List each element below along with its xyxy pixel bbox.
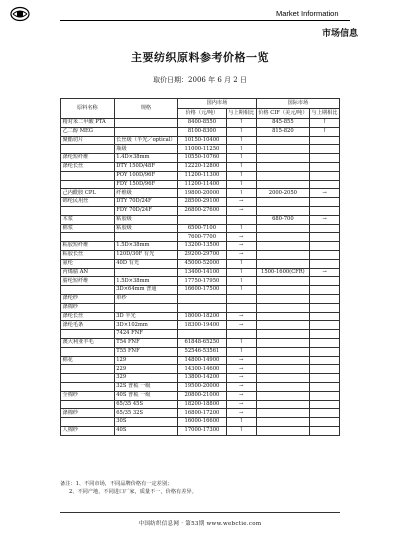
cell-spec: 120D/30F 有光 bbox=[114, 250, 177, 259]
cell-material-name: 涤棉纱 bbox=[61, 409, 115, 418]
price-date: 取价日期：2006 年 6 月 2 日 bbox=[153, 76, 247, 84]
cell-spec: 1.5D×38mm bbox=[114, 277, 177, 286]
cell-cif-price bbox=[256, 330, 309, 339]
cell-domestic-change: ↑ bbox=[226, 180, 256, 189]
cell-cif-price bbox=[256, 145, 309, 154]
cell-spec: 瓶级 bbox=[114, 145, 177, 154]
table-row bbox=[61, 171, 340, 180]
cell-domestic-change: ↑ bbox=[226, 259, 256, 268]
cell-spec: 粘胶级 bbox=[114, 224, 177, 233]
cell-material-name: 腈纶短纤维 bbox=[61, 277, 115, 286]
cell-domestic-change: ↑ bbox=[226, 145, 256, 154]
cell-domestic-price: 13200-13500 bbox=[178, 242, 227, 251]
cell-cif-price bbox=[256, 250, 309, 259]
cell-cif-price bbox=[256, 303, 309, 312]
cell-domestic-change: ↑ bbox=[226, 277, 256, 286]
cell-cif-change bbox=[310, 426, 340, 435]
table-row bbox=[61, 259, 340, 268]
cell-domestic-change: → bbox=[226, 250, 256, 259]
cell-cif-price bbox=[256, 259, 309, 268]
cell-cif-price bbox=[256, 233, 309, 242]
cell-domestic-price: 14300-14600 bbox=[178, 365, 227, 374]
cell-material-name: 棉花 bbox=[61, 356, 115, 365]
cell-domestic-price: 8400-8550 bbox=[178, 119, 227, 128]
cell-material-name: 涤纶长丝 bbox=[61, 312, 115, 321]
section-header-english: Market Information bbox=[276, 9, 339, 18]
table-row bbox=[61, 330, 340, 339]
cell-material-name: 涤纶短纤维 bbox=[61, 154, 115, 163]
cell-spec: 40D 有光 bbox=[114, 259, 177, 268]
cell-material-name bbox=[61, 330, 115, 339]
cell-domestic-change: → bbox=[226, 312, 256, 321]
cell-cif-change bbox=[310, 347, 340, 356]
cell-material-name bbox=[61, 233, 115, 242]
table-row bbox=[61, 303, 340, 312]
cell-cif-change bbox=[310, 198, 340, 207]
cell-cif-price bbox=[256, 409, 309, 418]
cell-domestic-price: 19800-20000 bbox=[178, 189, 227, 198]
table-row bbox=[61, 365, 340, 374]
col-header-change: 与上期相比 bbox=[226, 109, 256, 119]
cell-material-name: 涤棉纱 bbox=[61, 303, 115, 312]
cell-domestic-price bbox=[178, 330, 227, 339]
cell-domestic-price: 6500-7100 bbox=[178, 224, 227, 233]
cell-domestic-change: → bbox=[226, 382, 256, 391]
col-header-price: 价格（元/吨） bbox=[178, 109, 227, 119]
cell-domestic-price: 8100-8300 bbox=[178, 127, 227, 136]
table-row bbox=[61, 382, 340, 391]
cell-cif-change bbox=[310, 171, 340, 180]
cell-material-name: 粘胶短纤维 bbox=[61, 242, 115, 251]
cell-cif-change bbox=[310, 162, 340, 171]
cell-spec: 65/35 32S bbox=[114, 409, 177, 418]
cell-domestic-change bbox=[226, 215, 256, 224]
cell-cif-price bbox=[256, 206, 309, 215]
cell-spec: 1.5D×38mm bbox=[114, 242, 177, 251]
cell-spec: T55 FNF bbox=[114, 347, 177, 356]
cell-material-name: 涤纶毛条 bbox=[61, 321, 115, 330]
cell-domestic-change: → bbox=[226, 321, 256, 330]
table-row bbox=[61, 145, 340, 154]
cell-domestic-change: → bbox=[226, 391, 256, 400]
cell-spec bbox=[114, 233, 177, 242]
table-row bbox=[61, 119, 340, 128]
cell-domestic-price: 10150-10400 bbox=[178, 136, 227, 145]
cell-cif-change bbox=[310, 180, 340, 189]
table-row bbox=[61, 180, 340, 189]
table-row bbox=[61, 356, 340, 365]
table-row bbox=[61, 224, 340, 233]
table-row bbox=[61, 189, 340, 198]
cell-domestic-change: → bbox=[226, 233, 256, 242]
cell-cif-price bbox=[256, 198, 309, 207]
cell-domestic-price: 52546-53561 bbox=[178, 347, 227, 356]
cell-material-name bbox=[61, 171, 115, 180]
cell-domestic-change: ↑ bbox=[226, 162, 256, 171]
cell-material-name: 粘胶长丝 bbox=[61, 250, 115, 259]
cell-domestic-change: → bbox=[226, 400, 256, 409]
cell-domestic-change bbox=[226, 303, 256, 312]
cell-cif-change: → bbox=[310, 268, 340, 277]
table-row bbox=[61, 277, 340, 286]
cell-spec: FDY 70D/24F bbox=[114, 206, 177, 215]
table-row bbox=[61, 127, 340, 136]
cell-domestic-change: → bbox=[226, 409, 256, 418]
cell-cif-change bbox=[310, 294, 340, 303]
notes bbox=[60, 480, 197, 496]
cell-material-name: 木浆 bbox=[61, 215, 115, 224]
cell-cif-change bbox=[310, 136, 340, 145]
cell-material-name: 精对苯二甲酸 PTA bbox=[61, 119, 115, 128]
cell-domestic-price: 11000-11250 bbox=[178, 145, 227, 154]
cell-domestic-price: 18000-18200 bbox=[178, 312, 227, 321]
cell-cif-price bbox=[256, 286, 309, 295]
table-row bbox=[61, 206, 340, 215]
table-row bbox=[61, 136, 340, 145]
cell-spec: 3D×64mm 普通 bbox=[114, 286, 177, 295]
cell-cif-price bbox=[256, 418, 309, 427]
cell-domestic-price: 12220-12800 bbox=[178, 162, 227, 171]
cell-domestic-change: ↑ bbox=[226, 286, 256, 295]
table-row bbox=[61, 374, 340, 383]
cell-domestic-price: 28500-29100 bbox=[178, 198, 227, 207]
cell-domestic-price: 19500-20000 bbox=[178, 382, 227, 391]
cell-domestic-change: ↑ bbox=[226, 268, 256, 277]
cell-cif-price bbox=[256, 347, 309, 356]
cell-cif-price bbox=[256, 338, 309, 347]
cell-spec: FDY 150D/96F bbox=[114, 180, 177, 189]
cell-domestic-change: ↑ bbox=[226, 189, 256, 198]
cell-domestic-price: 10550-10760 bbox=[178, 154, 227, 163]
note-line: 2、不同产地，不同进口厂家，质量不一，价格有差异。 bbox=[69, 489, 197, 496]
table-row bbox=[61, 400, 340, 409]
cell-cif-price: 2000-2050 bbox=[256, 189, 309, 198]
cell-spec: 长丝级（半光／optical） bbox=[116, 136, 176, 143]
cell-cif-change bbox=[310, 338, 340, 347]
cell-domestic-price bbox=[178, 215, 227, 224]
cell-spec: 32S 普梳 一级 bbox=[114, 382, 177, 391]
table-row bbox=[61, 426, 340, 435]
cell-spec: 129 bbox=[114, 356, 177, 365]
table-row bbox=[61, 250, 340, 259]
cell-domestic-price: 13400-14100 bbox=[178, 268, 227, 277]
cell-spec bbox=[114, 303, 177, 312]
cell-material-name bbox=[61, 180, 115, 189]
price-table bbox=[60, 98, 340, 436]
cell-spec: 3D 半光 bbox=[114, 312, 177, 321]
cell-domestic-price: 26800-27600 bbox=[178, 206, 227, 215]
col-header-international: 国际市场 bbox=[256, 99, 339, 109]
cell-material-name: 澳大利亚羊毛 bbox=[61, 338, 115, 347]
cell-cif-change bbox=[310, 242, 340, 251]
footer-divider bbox=[60, 512, 340, 513]
cell-domestic-price: 17750-17950 bbox=[178, 277, 227, 286]
cell-material-name bbox=[61, 374, 115, 383]
col-header-domestic: 国内市场 bbox=[178, 99, 257, 109]
page-footer: 中国纺织信息网 · 第53期 www.webctie.com bbox=[138, 521, 262, 527]
col-header-name: 原料名称 bbox=[61, 99, 115, 119]
cell-cif-price bbox=[256, 365, 309, 374]
cell-domestic-price: 11200-11400 bbox=[178, 180, 227, 189]
cell-material-name bbox=[61, 206, 115, 215]
cell-material-name bbox=[61, 365, 115, 374]
cell-domestic-change: → bbox=[226, 242, 256, 251]
cell-cif-change bbox=[310, 382, 340, 391]
cell-cif-change bbox=[310, 400, 340, 409]
cell-spec: 1.4D×38mm bbox=[114, 154, 177, 163]
cell-spec: 粘胶级 bbox=[114, 215, 177, 224]
cell-cif-change bbox=[310, 233, 340, 242]
table-row bbox=[61, 391, 340, 400]
cell-domestic-change: ↑ bbox=[226, 154, 256, 163]
cell-cif-price: 680-700 bbox=[256, 215, 309, 224]
header-divider bbox=[60, 20, 350, 21]
cell-domestic-price: 11200-11300 bbox=[178, 171, 227, 180]
table-row bbox=[61, 162, 340, 171]
cell-cif-price bbox=[256, 391, 309, 400]
cell-spec: 30S bbox=[114, 418, 177, 427]
cell-cif-change bbox=[310, 312, 340, 321]
table-row bbox=[61, 294, 340, 303]
cell-cif-price bbox=[256, 224, 309, 233]
cell-domestic-change: → bbox=[226, 365, 256, 374]
cell-cif-change bbox=[310, 356, 340, 365]
cell-cif-price: 845-855 bbox=[256, 119, 309, 128]
cell-domestic-change: → bbox=[226, 356, 256, 365]
cell-cif-price bbox=[256, 374, 309, 383]
table-row bbox=[61, 418, 340, 427]
cell-cif-change: → bbox=[310, 189, 340, 198]
cell-cif-change bbox=[310, 418, 340, 427]
cell-material-name bbox=[61, 382, 115, 391]
cell-domestic-price: 7600-7700 bbox=[178, 233, 227, 242]
cell-cif-price bbox=[256, 277, 309, 286]
cell-domestic-price: 16000-16600 bbox=[178, 418, 227, 427]
cell-cif-change bbox=[310, 259, 340, 268]
cell-cif-change bbox=[310, 365, 340, 374]
cell-cif-change: → bbox=[310, 215, 340, 224]
cell-material-name: 锦纶民用丝 bbox=[61, 198, 115, 207]
table-row bbox=[61, 409, 340, 418]
cell-domestic-price: 18300-19400 bbox=[178, 321, 227, 330]
cell-domestic-change: → bbox=[226, 206, 256, 215]
cell-domestic-change: → bbox=[226, 198, 256, 207]
cell-spec: 329 bbox=[114, 374, 177, 383]
cell-cif-change: ↑ bbox=[310, 119, 340, 128]
col-header-change-intl: 与上期相比 bbox=[310, 109, 340, 119]
cell-domestic-change: ↑ bbox=[226, 136, 256, 145]
cell-spec: 40S bbox=[114, 426, 177, 435]
cell-spec: 40S 普梳 一级 bbox=[114, 391, 177, 400]
cell-material-name bbox=[61, 286, 115, 295]
cell-spec: 229 bbox=[114, 365, 177, 374]
cell-material-name: 聚酯切片 bbox=[61, 136, 115, 145]
cell-material-name: 人棉纱 bbox=[61, 426, 115, 435]
cell-material-name bbox=[61, 400, 115, 409]
table-row bbox=[61, 347, 340, 356]
cell-domestic-price: 14800-14900 bbox=[178, 356, 227, 365]
cell-domestic-change bbox=[226, 294, 256, 303]
cell-domestic-price: 45000-52000 bbox=[178, 259, 227, 268]
cell-cif-price bbox=[256, 312, 309, 321]
cell-cif-change: ↑ bbox=[310, 127, 340, 136]
cell-spec: 7424 FNF bbox=[114, 330, 177, 339]
publication-logo-icon bbox=[10, 6, 30, 22]
cell-material-name: 涤纶长丝 bbox=[61, 162, 115, 171]
table-row bbox=[61, 338, 340, 347]
table-row bbox=[61, 154, 340, 163]
cell-cif-change bbox=[310, 330, 340, 339]
cell-domestic-change: ↑ bbox=[226, 418, 256, 427]
cell-domestic-change: ↑ bbox=[226, 338, 256, 347]
cell-domestic-price: 29200-29700 bbox=[178, 250, 227, 259]
cell-domestic-change: → bbox=[226, 374, 256, 383]
cell-cif-change bbox=[310, 374, 340, 383]
cell-spec: 65/35 45S bbox=[114, 400, 177, 409]
cell-spec bbox=[114, 127, 177, 136]
cell-spec: DTY 70D/24F bbox=[114, 198, 177, 207]
cell-cif-price: 1500-1600(CFR) bbox=[256, 268, 309, 277]
cell-spec bbox=[114, 268, 177, 277]
cell-cif-change bbox=[310, 391, 340, 400]
cell-cif-change bbox=[310, 303, 340, 312]
cell-material-name bbox=[61, 145, 115, 154]
cell-cif-price bbox=[256, 426, 309, 435]
cell-domestic-change bbox=[226, 330, 256, 339]
cell-domestic-price bbox=[178, 303, 227, 312]
cell-material-name: 丙烯腈 AN bbox=[61, 268, 115, 277]
cell-cif-price bbox=[256, 294, 309, 303]
cell-domestic-change: ↑ bbox=[226, 119, 256, 128]
cell-domestic-change: ↑ bbox=[226, 224, 256, 233]
cell-domestic-price: 20800-21000 bbox=[178, 391, 227, 400]
table-row bbox=[61, 312, 340, 321]
page-title: 主要纺织原料参考价格一览 bbox=[131, 51, 269, 64]
cell-domestic-price: 16800-17200 bbox=[178, 409, 227, 418]
cell-domestic-price: 16600-17500 bbox=[178, 286, 227, 295]
cell-cif-change bbox=[310, 321, 340, 330]
cell-spec: DTY 150D/48F bbox=[114, 162, 177, 171]
cell-material-name bbox=[61, 347, 115, 356]
cell-cif-price bbox=[256, 171, 309, 180]
table-row bbox=[61, 268, 340, 277]
cell-cif-change bbox=[310, 277, 340, 286]
cell-cif-change bbox=[310, 154, 340, 163]
cell-spec bbox=[114, 119, 177, 128]
cell-spec: 单纱 bbox=[114, 294, 177, 303]
cell-cif-price bbox=[256, 400, 309, 409]
cell-cif-change bbox=[310, 224, 340, 233]
cell-cif-change bbox=[310, 145, 340, 154]
cell-domestic-change: ↑ bbox=[226, 426, 256, 435]
cell-domestic-price: 61848-65250 bbox=[178, 338, 227, 347]
table-row bbox=[61, 215, 340, 224]
col-header-spec: 规格 bbox=[114, 99, 177, 119]
cell-spec: POY 100D/96F bbox=[114, 171, 177, 180]
cell-material-name: 涤纶纱 bbox=[61, 294, 115, 303]
cell-cif-price bbox=[256, 162, 309, 171]
cell-material-name: 己内酰胺 CPL bbox=[61, 189, 115, 198]
table-row bbox=[61, 321, 340, 330]
table-row bbox=[61, 233, 340, 242]
cell-cif-price bbox=[256, 154, 309, 163]
cell-cif-price: 815-820 bbox=[256, 127, 309, 136]
cell-material-name: 氨纶 bbox=[61, 259, 115, 268]
cell-cif-price bbox=[256, 136, 309, 145]
cell-cif-change bbox=[310, 206, 340, 215]
cell-spec: T54 FNF bbox=[114, 338, 177, 347]
cell-material-name: 乙二醇 MEG bbox=[61, 127, 115, 136]
cell-domestic-price: 18200-18800 bbox=[178, 400, 227, 409]
cell-cif-change bbox=[310, 250, 340, 259]
cell-domestic-change: ↑ bbox=[226, 347, 256, 356]
cell-spec: 3D×102mm bbox=[114, 321, 177, 330]
cell-cif-price bbox=[256, 242, 309, 251]
cell-cif-price bbox=[256, 321, 309, 330]
cell-domestic-change: ↑ bbox=[226, 171, 256, 180]
cell-material-name: 棉浆 bbox=[61, 224, 115, 233]
cell-spec: 纤维级 bbox=[114, 189, 177, 198]
table-row bbox=[61, 286, 340, 295]
table-row bbox=[61, 242, 340, 251]
cell-cif-price bbox=[256, 180, 309, 189]
cell-material-name: 全棉纱 bbox=[61, 391, 115, 400]
cell-cif-price bbox=[256, 382, 309, 391]
cell-domestic-change: ↑ bbox=[226, 127, 256, 136]
section-header-chinese: 市场信息 bbox=[322, 29, 359, 39]
note-line: 备注：1、不同市场，不同品牌价格有一定差别； bbox=[60, 481, 173, 487]
price-table-body bbox=[61, 119, 340, 436]
cell-cif-change bbox=[310, 286, 340, 295]
cell-cif-price bbox=[256, 356, 309, 365]
table-row bbox=[61, 198, 340, 207]
cell-material-name bbox=[61, 418, 115, 427]
cell-domestic-price bbox=[178, 294, 227, 303]
cell-cif-change bbox=[310, 409, 340, 418]
cell-domestic-price: 13800-14200 bbox=[178, 374, 227, 383]
col-header-cif: 价格 CIF（美元/吨） bbox=[256, 109, 309, 119]
cell-domestic-price: 17000-17300 bbox=[178, 426, 227, 435]
